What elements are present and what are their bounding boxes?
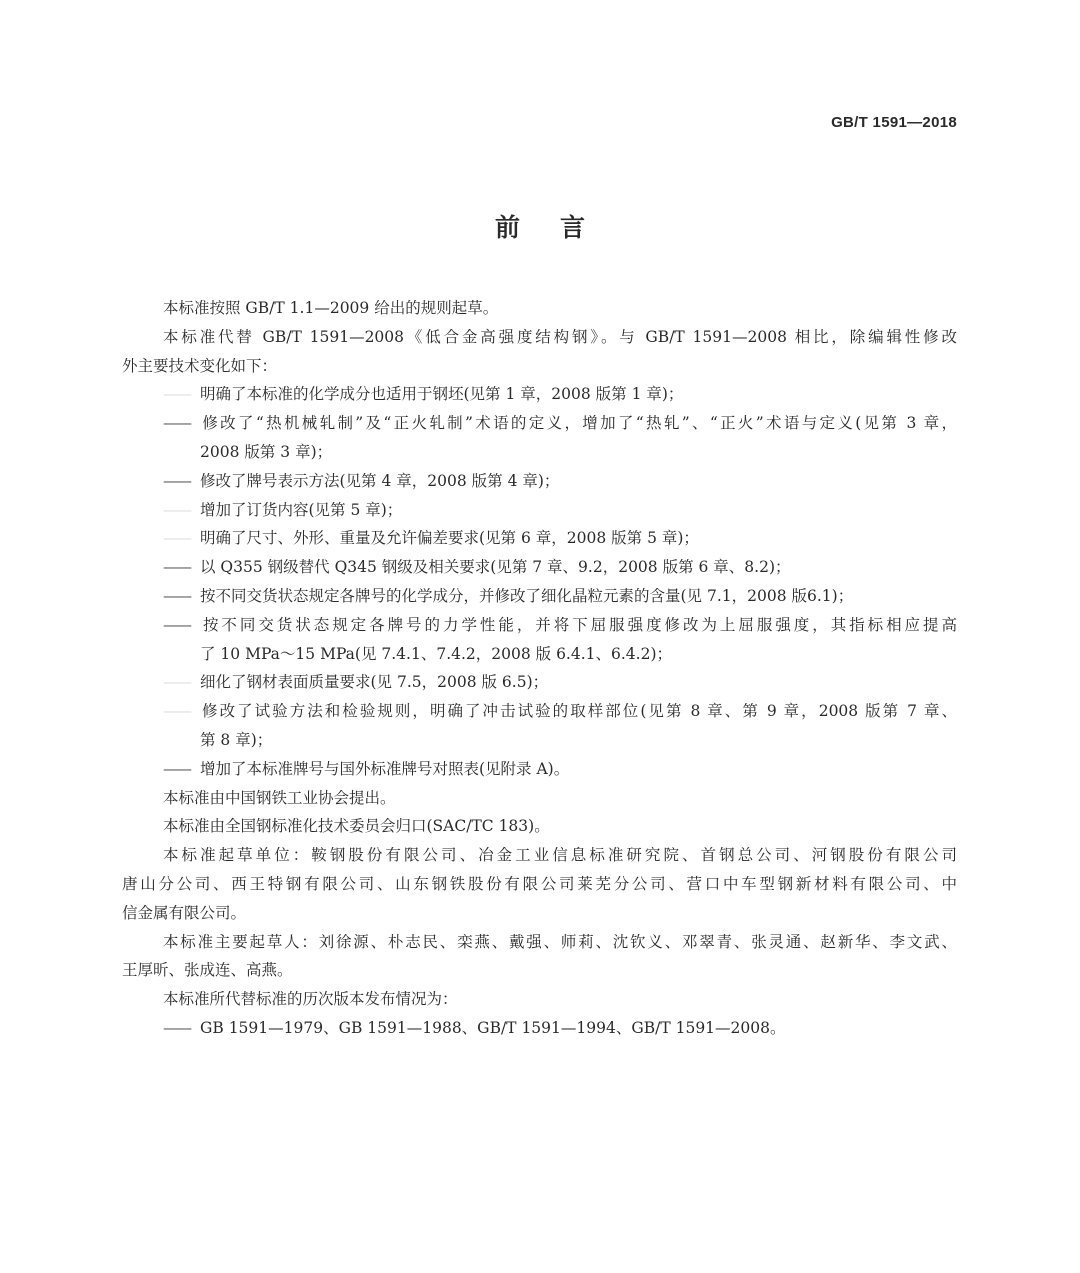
title-char: 前 [494, 213, 520, 242]
change-list-item [122, 553, 957, 582]
list-dash: —— [163, 759, 190, 778]
line-text: 王厚昕、张成连、高燕。 [122, 961, 293, 980]
paragraph [122, 784, 957, 813]
text-line [122, 812, 957, 841]
text-line [122, 352, 957, 381]
change-list-item [122, 380, 957, 409]
page-title [0, 208, 1080, 244]
line-text: 以 Q355 钢级替代 Q345 钢级及相关要求(见第 7 章、9.2，2008 版第 6 章、8.2)； [200, 558, 791, 577]
line-text: 本标准代替 GB/T 1591—2008《低合金高强度结构钢》。与 GB/T 1591—2008 相比，除编辑性修改 [163, 327, 957, 346]
text-line [122, 496, 957, 525]
list-dash: —— [163, 558, 190, 577]
change-list-item [122, 755, 957, 784]
list-dash: —— [163, 1018, 190, 1037]
paragraph [122, 294, 957, 323]
text-line [122, 438, 957, 467]
text-line [122, 841, 957, 870]
line-text: 了 10 MPa～15 MPa(见 7.4.1、7.4.2，2008 版 6.4.1、6.4.2)； [200, 644, 672, 663]
change-list-item [122, 582, 957, 611]
list-dash: —— [163, 586, 190, 605]
standard-number-header: GB/T 1591—2018 [831, 114, 957, 131]
paragraph [122, 928, 957, 986]
line-text: 2008 版第 3 章)； [200, 442, 333, 461]
list-dash: —— [163, 702, 190, 721]
change-list-item [122, 697, 957, 755]
text-line [122, 985, 957, 1014]
line-text: 明确了本标准的化学成分也适用于钢坯(见第 1 章，2008 版第 1 章)； [200, 385, 684, 404]
line-text: 修改了“热机械轧制”及“正火轧制”术语的定义，增加了“热轧”、“正火”术语与定义(见第 3 章， [200, 414, 957, 433]
line-text: 细化了钢材表面质量要求(见 7.5，2008 版 6.5)； [200, 673, 549, 692]
change-list-item [122, 496, 957, 525]
line-text: 唐山分公司、西王特钢有限公司、山东钢铁股份有限公司莱芜分公司、营口中车型钢新材料有限公司、中 [122, 874, 957, 893]
line-text: 本标准按照 GB/T 1.1—2009 给出的规则起草。 [163, 299, 499, 317]
text-line [122, 697, 957, 726]
line-text: 按不同交货状态规定各牌号的化学成分，并修改了细化晶粒元素的含量(见 7.1，2008 版6.1)； [200, 586, 854, 605]
title-char: 言 [560, 213, 586, 242]
text-line [122, 755, 957, 784]
text-line [122, 323, 957, 352]
text-line [122, 380, 957, 409]
list-dash: —— [163, 615, 190, 634]
text-line [122, 899, 957, 928]
text-line [122, 553, 957, 582]
text-line [122, 928, 957, 957]
text-line [122, 611, 957, 640]
text-line [122, 409, 957, 438]
text-line [122, 294, 957, 323]
line-text: 本标准由中国钢铁工业协会提出。 [163, 788, 396, 807]
text-line [122, 956, 957, 985]
text-line [122, 1014, 957, 1043]
line-text: 信金属有限公司。 [122, 903, 247, 922]
change-list-item [122, 1014, 957, 1043]
line-text: 本标准主要起草人：刘徐源、朴志民、栾燕、戴强、师莉、沈钦义、邓翠青、张灵通、赵新华、李文武、 [163, 932, 957, 951]
foreword-body [122, 294, 957, 1043]
line-text: 本标准由全国钢标准化技术委员会归口(SAC/TC 183)。 [163, 817, 550, 836]
text-line [122, 870, 957, 899]
line-text: 增加了本标准牌号与国外标准牌号对照表(见附录 A)。 [200, 759, 570, 778]
line-text: GB 1591—1979、GB 1591—1988、GB/T 1591—1994、GB/T 1591—2008。 [200, 1018, 786, 1037]
paragraph [122, 841, 957, 927]
line-text: 外主要技术变化如下： [122, 356, 278, 375]
paragraph [122, 985, 957, 1014]
line-text: 修改了试验方法和检验规则，明确了冲击试验的取样部位(见第 8 章、第 9 章，2008 版第 7 章、 [200, 702, 957, 721]
line-text: 增加了订货内容(见第 5 章)； [200, 500, 403, 519]
paragraph [122, 812, 957, 841]
change-list-item [122, 668, 957, 697]
text-line [122, 524, 957, 553]
list-dash: —— [163, 414, 190, 433]
text-line [122, 467, 957, 496]
text-line [122, 668, 957, 697]
list-dash: —— [163, 500, 190, 519]
line-text: 修改了牌号表示方法(见第 4 章，2008 版第 4 章)； [200, 471, 560, 490]
list-dash: —— [163, 385, 190, 404]
line-text: 第 8 章)； [200, 730, 273, 749]
change-list-item [122, 409, 957, 467]
list-dash: —— [163, 529, 190, 548]
line-text: 明确了尺寸、外形、重量及允许偏差要求(见第 6 章，2008 版第 5 章)； [200, 529, 699, 548]
list-dash: —— [163, 673, 190, 692]
change-list-item [122, 467, 957, 496]
list-dash: —— [163, 471, 190, 490]
change-list-item [122, 611, 957, 669]
text-line [122, 726, 957, 755]
text-line [122, 582, 957, 611]
change-list-item [122, 524, 957, 553]
paragraph [122, 323, 957, 381]
text-line [122, 784, 957, 813]
line-text: 按不同交货状态规定各牌号的力学性能，并将下屈服强度修改为上屈服强度，其指标相应提高 [200, 615, 957, 634]
line-text: 本标准起草单位：鞍钢股份有限公司、冶金工业信息标准研究院、首钢总公司、河钢股份有限公司 [163, 846, 957, 865]
line-text: 本标准所代替标准的历次版本发布情况为： [163, 990, 458, 1009]
text-line [122, 640, 957, 669]
